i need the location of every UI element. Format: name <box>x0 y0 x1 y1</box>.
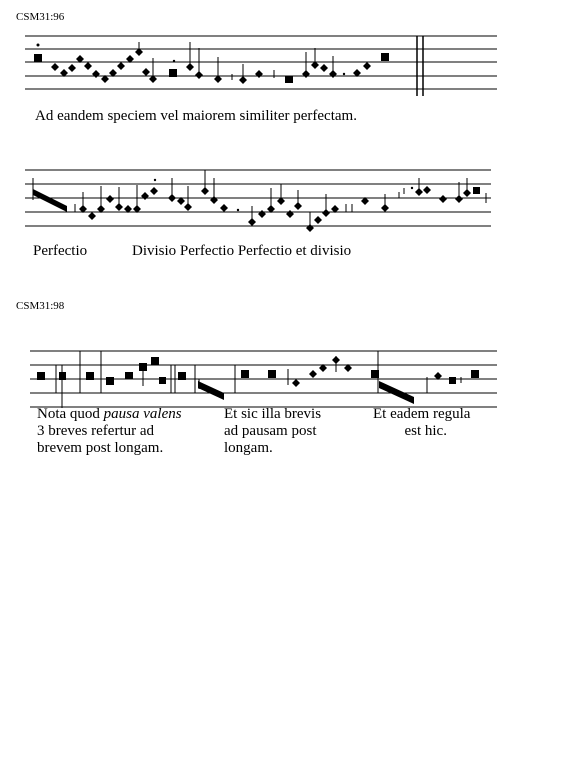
caption-ex3-et-eadem: Et eadem regula est hic. <box>373 406 471 439</box>
example-label-csm31-98: CSM31:98 <box>16 300 65 312</box>
caption-ex3-nota: Nota quod pausa valens 3 breves refertur ad brevem post longam. <box>37 406 182 456</box>
example-label-csm31-96: CSM31:96 <box>16 11 65 23</box>
caption-ex1: Ad eandem speciem vel maiorem similiter perfectam. <box>35 108 357 124</box>
caption-ex3-et-sic: Et sic illa brevis ad pausam post longam. <box>224 406 322 456</box>
neumes-staff-3 <box>37 356 479 408</box>
caption-ex2-perfectio: Perfectio <box>33 243 88 259</box>
caption-ex2-divisio: Divisio Perfectio Perfectio et divisio <box>132 243 352 259</box>
